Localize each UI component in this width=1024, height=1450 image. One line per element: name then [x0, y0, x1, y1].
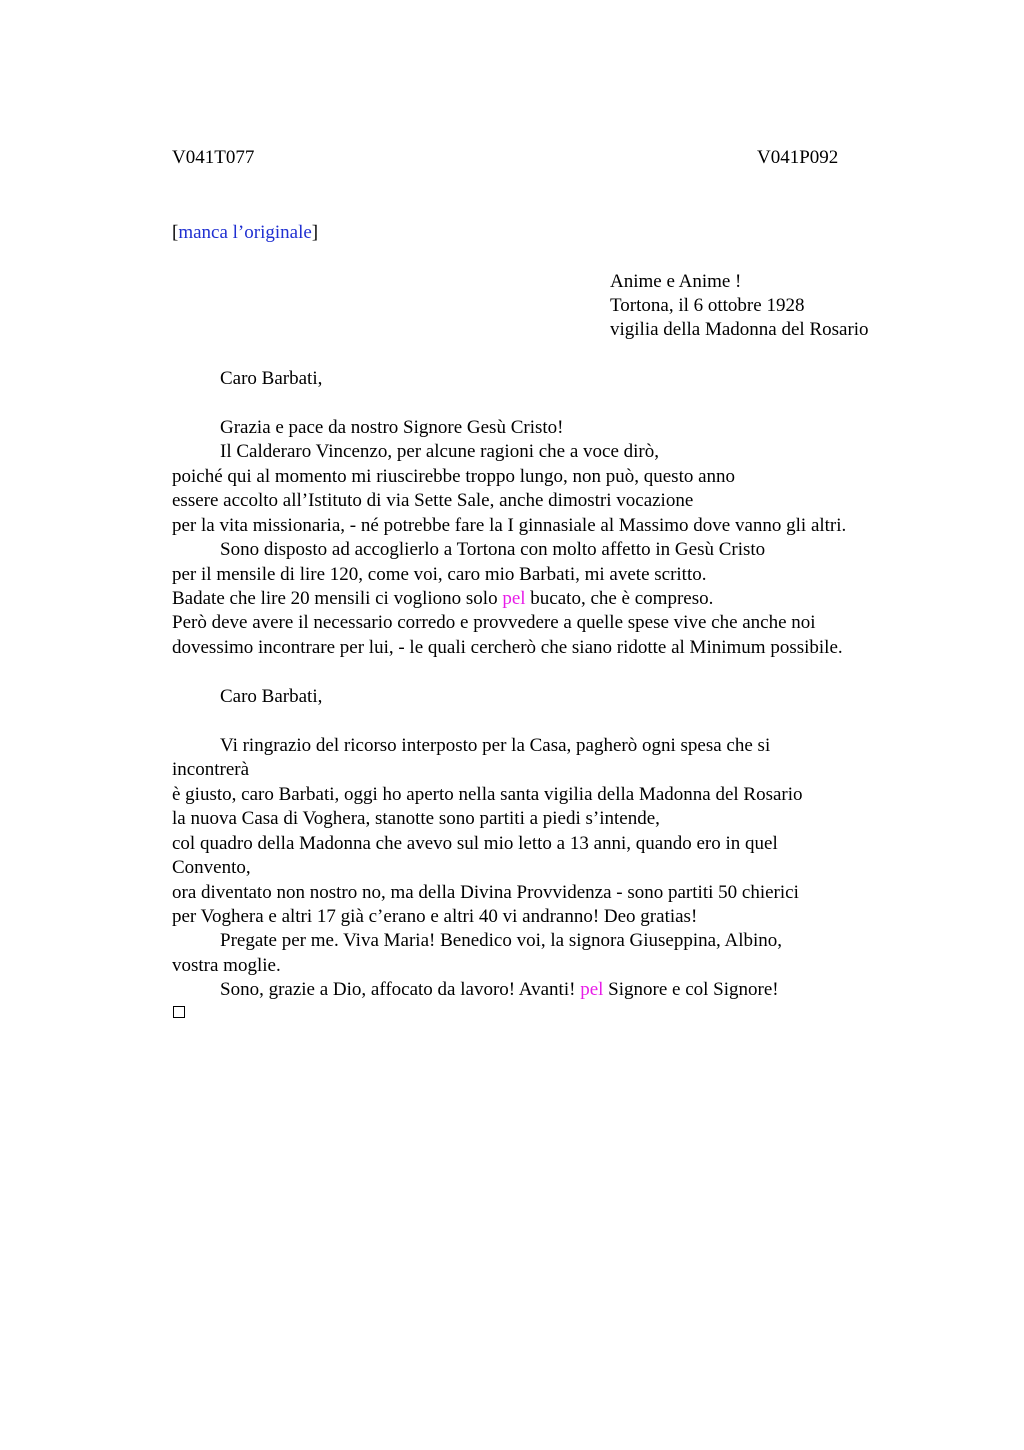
paragraph-2-line: col quadro della Madonna che avevo sul mio letto a 13 anni, quando ero in quel — [172, 833, 778, 854]
paragraph-1-line — [172, 587, 713, 611]
paragraph-1-line: Sono disposto ad accoglierlo a Tortona con molto affetto in Gesù Cristo — [220, 539, 766, 560]
header-left-code: V041T077 — [172, 147, 255, 168]
paragraph-1-line: per il mensile di lire 120, come voi, caro mio Barbati, mi avete scritto. — [172, 564, 707, 585]
paragraph-2-line: la nuova Casa di Voghera, stanotte sono partiti a piedi s’intende, — [172, 808, 660, 829]
paragraph-2-line: è giusto, caro Barbati, oggi ho aperto nella santa vigilia della Madonna del Rosario — [172, 784, 803, 805]
line-text: Sono, grazie a Dio, affocato da lavoro! Avanti! — [220, 979, 581, 1000]
original-missing-note — [172, 221, 318, 245]
paragraph-2-line: incontrerà — [172, 759, 250, 780]
dateline-motto: Anime e Anime ! — [610, 271, 742, 292]
paragraph-1-line: dovessimo incontrare per lui, - le quali cercherò che siano ridotte al Minimum possibile. — [172, 637, 843, 658]
paragraph-2-line: vostra moglie. — [172, 955, 281, 976]
salutation-second: Caro Barbati, — [220, 686, 323, 707]
line-text: bucato, che è compreso. — [525, 588, 714, 609]
paragraph-1-line: essere accolto all’Istituto di via Sette Sale, anche dimostri vocazione — [172, 490, 694, 511]
line-text: Badate che lire 20 mensili ci vogliono solo — [172, 588, 503, 609]
header-right-code: V041P092 — [757, 147, 839, 168]
salutation-first: Caro Barbati, — [220, 368, 323, 389]
note-open-bracket: [ — [172, 222, 179, 243]
note-text: manca l’originale — [178, 222, 312, 243]
paragraph-2-line: Pregate per me. Viva Maria! Benedico voi, la signora Giuseppina, Albino, — [220, 930, 783, 951]
paragraph-1-line: Grazia e pace da nostro Signore Gesù Cristo! — [220, 417, 564, 438]
highlighted-word: pel — [580, 979, 604, 1000]
dateline-place-date: Tortona, il 6 ottobre 1928 — [610, 295, 805, 316]
paragraph-2-line: ora diventato non nostro no, ma della Divina Provvidenza - sono partiti 50 chierici — [172, 882, 799, 903]
line-text: Signore e col Signore! — [603, 979, 779, 1000]
paragraph-1-line: Il Calderaro Vincenzo, per alcune ragioni che a voce dirò, — [220, 441, 660, 462]
paragraph-2-line: per Voghera e altri 17 già c’erano e altri 40 vi andranno! Deo gratias! — [172, 906, 698, 927]
paragraph-1-line: Però deve avere il necessario corredo e provvedere a quelle spese vive che anche noi — [172, 612, 816, 633]
note-close-bracket: ] — [311, 222, 319, 243]
highlighted-word: pel — [502, 588, 526, 609]
paragraph-2-line: Convento, — [172, 857, 251, 878]
paragraph-2-line — [220, 978, 779, 1002]
paragraph-2-line: Vi ringrazio del ricorso interposto per la Casa, pagherò ogni spesa che si — [220, 735, 771, 756]
paragraph-1-line: per la vita missionaria, - né potrebbe fare la I ginnasiale al Massimo dove vanno gli altri. — [172, 515, 847, 536]
empty-square-icon — [173, 1006, 185, 1018]
dateline-feast: vigilia della Madonna del Rosario — [610, 319, 869, 340]
paragraph-1-line: poiché qui al momento mi riuscirebbe troppo lungo, non può, questo anno — [172, 466, 736, 487]
